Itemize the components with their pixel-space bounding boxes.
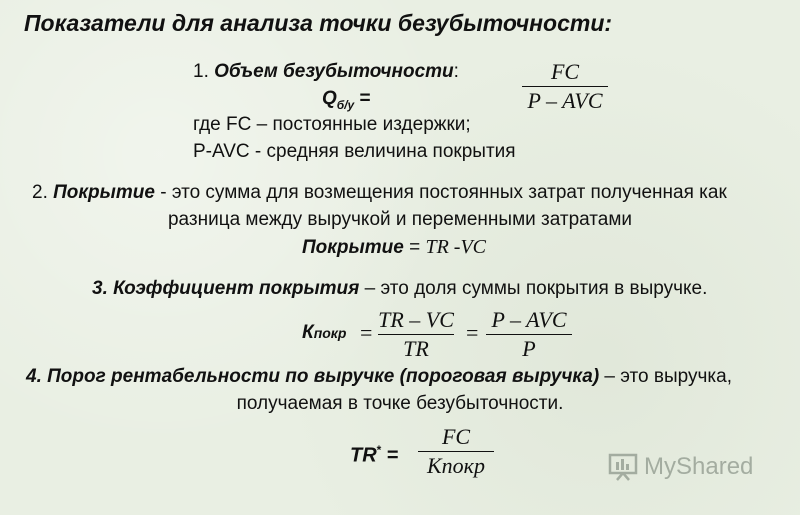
item2-number: 2. [32,182,54,203]
presentation-board-icon [608,453,638,481]
watermark-text: MyShared [644,453,754,480]
item3-fraction1 [378,308,454,361]
item4-line2: получаемая в точке безубыточности. [236,393,564,414]
item3-fraction1-denominator: TR [403,336,429,361]
item4-tr-symbol: TR [350,444,377,467]
item2-text1: - это сумма для возмещения постоянных затрат полученная как [154,182,727,203]
item1-note2: P-AVC - средняя величина покрытия [193,141,516,162]
item3-fraction1-numerator: TR – VC [378,307,454,332]
item2-formula-eq: = [403,237,426,258]
item2-formula-rhs: TR -VC [425,236,487,258]
item3-k-sub: покр [313,325,347,341]
item3-fraction2-bar [486,334,572,335]
item1-colon: : [453,61,459,82]
item3-eq1: = [360,320,373,345]
item4-label: 4. Порог рентабельности по выручке (пороговая выручка) [26,366,600,387]
item1-q-sub: б/у [336,97,355,112]
item4-line1 [26,366,732,388]
item4-fraction-bar [418,451,494,452]
item4-tr-symbol-group [350,443,399,468]
item3-k-symbol-group [302,322,346,344]
item2-line1 [32,182,727,204]
item4-text1: – это выручка, [599,366,732,387]
item1-note1: где FC – постоянные издержки; [193,114,471,135]
item2-label: Покрытие [53,182,155,203]
item4-eq: = [381,444,399,467]
item3-label: 3. Коэффициент покрытия [92,278,360,299]
item3-fraction1-bar [378,334,454,335]
item4-formula-numerator: FC [441,424,471,449]
item3-line [92,278,707,300]
item3-text: – это доля суммы покрытия в выручке. [359,278,708,299]
item1-q-symbol: Q [322,88,337,109]
watermark-logo [608,453,753,481]
item4-formula [418,425,494,478]
item3-fraction2-denominator: P [522,336,536,361]
item1-heading [193,61,459,83]
item1-formula-denominator: P – AVC [527,88,603,113]
item3-fraction2-numerator: P – AVC [491,307,567,332]
item4-formula-denominator: Кпокр [427,453,485,478]
item2-line2: разница между выручкой и переменными затратами [167,209,633,230]
item1-number: 1. [193,61,215,82]
item1-label: Объем безубыточности [214,61,454,82]
item1-eq: = [354,88,371,109]
item1-formula [522,60,608,113]
item2-formula [302,236,486,259]
item3-fraction2 [486,308,572,361]
item1-q-symbol-group [322,88,371,112]
item2-formula-label: Покрытие [302,237,404,258]
item1-fraction-bar [522,86,608,87]
item3-eq2: = [466,320,479,345]
item1-formula-numerator: FC [550,59,580,84]
item3-k-symbol: К [302,322,314,343]
page-title: Показатели для анализа точки безубыточности: [24,10,613,36]
item4-tr-sup: * [376,443,382,457]
